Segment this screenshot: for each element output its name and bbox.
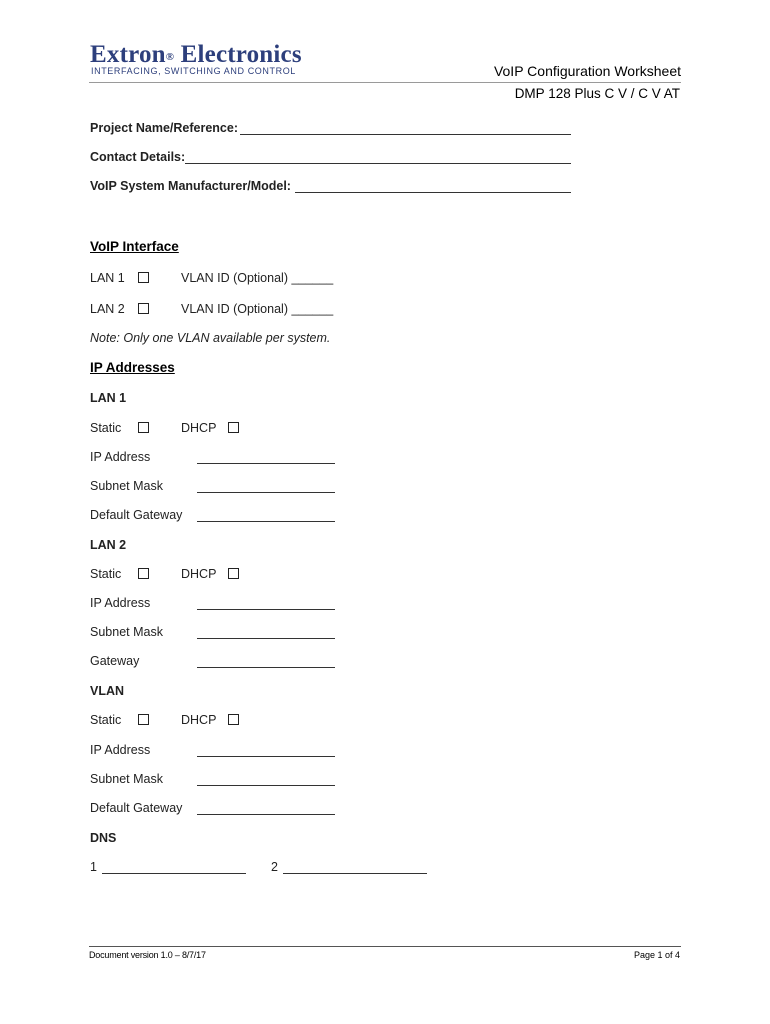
voip-manufacturer-label: VoIP System Manufacturer/Model: (90, 179, 291, 193)
vlan-gateway-field[interactable] (197, 814, 335, 815)
vlan-note: Note: Only one VLAN available per system. (90, 331, 331, 345)
dns2-field[interactable] (283, 873, 427, 874)
lan2-subnet-field[interactable] (197, 638, 335, 639)
vlan-dhcp-checkbox[interactable] (228, 714, 239, 725)
lan1-static-checkbox[interactable] (138, 422, 149, 433)
header-divider (89, 82, 681, 83)
voip-lan1-label: LAN 1 (90, 271, 125, 285)
vlan-section-title: VLAN (90, 684, 125, 698)
lan1-subnet-label: Subnet Mask (90, 479, 163, 493)
logo-name: Extron (90, 41, 166, 68)
vlan-static-label: Static (90, 713, 122, 727)
lan1-ip-field[interactable] (197, 463, 335, 464)
ip-addresses-heading: IP Addresses (90, 360, 175, 375)
lan2-ip-label: IP Address (90, 596, 151, 610)
voip-lan1-vlan-label[interactable]: VLAN ID (Optional) ______ (181, 271, 334, 285)
vlan-dhcp-label: DHCP (181, 713, 217, 727)
vlan-subnet-label: Subnet Mask (90, 772, 163, 786)
dns1-field[interactable] (102, 873, 246, 874)
lan2-subnet-label: Subnet Mask (90, 625, 163, 639)
page-number: Page 1 of 4 (633, 950, 680, 960)
vlan-gateway-label: Default Gateway (90, 801, 183, 815)
lan2-dhcp-checkbox[interactable] (228, 568, 239, 579)
lan1-dhcp-checkbox[interactable] (228, 422, 239, 433)
voip-lan2-checkbox[interactable] (138, 303, 149, 314)
dns1-label: 1 (90, 860, 97, 874)
lan2-gateway-label: Gateway (90, 654, 140, 668)
voip-lan2-vlan-label[interactable]: VLAN ID (Optional) ______ (181, 302, 334, 316)
lan2-dhcp-label: DHCP (181, 567, 217, 581)
vlan-static-checkbox[interactable] (138, 714, 149, 725)
lan2-section-title: LAN 2 (90, 538, 127, 552)
contact-details-label: Contact Details: (90, 150, 186, 164)
voip-interface-heading: VoIP Interface (90, 239, 179, 254)
lan1-subnet-field[interactable] (197, 492, 335, 493)
lan1-section-title: LAN 1 (90, 391, 127, 405)
voip-manufacturer-field[interactable] (295, 192, 571, 193)
document-subtitle: DMP 128 Plus C V / C V AT (514, 86, 680, 101)
voip-lan2-label: LAN 2 (90, 302, 125, 316)
document-version: Document version 1.0 – 8/7/17 (89, 950, 206, 960)
lan1-ip-label: IP Address (90, 450, 151, 464)
contact-details-field[interactable] (185, 163, 571, 164)
logo-registered-mark: ® (165, 51, 175, 63)
document-title: VoIP Configuration Worksheet (493, 63, 681, 79)
vlan-subnet-field[interactable] (197, 785, 335, 786)
lan2-static-checkbox[interactable] (138, 568, 149, 579)
lan1-dhcp-label: DHCP (181, 421, 217, 435)
lan2-gateway-field[interactable] (197, 667, 335, 668)
lan2-ip-field[interactable] (197, 609, 335, 610)
footer-divider (89, 946, 681, 947)
lan1-static-label: Static (90, 421, 122, 435)
project-name-field[interactable] (240, 134, 571, 135)
dns2-label: 2 (271, 860, 278, 874)
vlan-ip-field[interactable] (197, 756, 335, 757)
voip-lan1-checkbox[interactable] (138, 272, 149, 283)
lan2-static-label: Static (90, 567, 122, 581)
project-name-label: Project Name/Reference: (90, 121, 238, 135)
vlan-ip-label: IP Address (90, 743, 151, 757)
lan1-gateway-field[interactable] (197, 521, 335, 522)
dns-section-title: DNS (90, 831, 117, 845)
logo-tagline: INTERFACING, SWITCHING AND CONTROL (91, 66, 296, 76)
logo-name-2: Electronics (180, 41, 302, 68)
lan1-gateway-label: Default Gateway (90, 508, 183, 522)
